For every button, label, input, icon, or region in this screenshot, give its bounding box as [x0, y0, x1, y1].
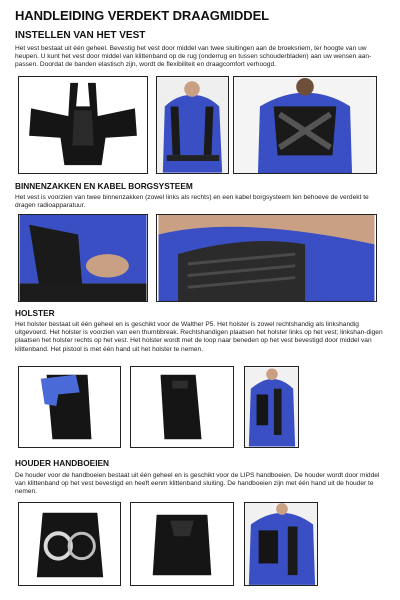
cuff-holder-empty-photo — [130, 502, 234, 586]
holster-worn-image — [245, 367, 298, 447]
inner-pocket-image — [19, 215, 147, 301]
vest-flat-image — [19, 77, 147, 173]
section-heading-pockets: BINNENZAKKEN EN KABEL BORGSYSTEEM — [15, 181, 193, 191]
section-heading-cuffs: HOUDER HANDBOEIEN — [15, 458, 110, 468]
holster-with-pistol-photo — [18, 366, 121, 448]
vest-back-photo — [233, 76, 377, 174]
page-title: HANDLEIDING VERDEKT DRAAGMIDDEL — [15, 8, 270, 23]
holster-empty-image — [131, 367, 233, 447]
cuff-holder-empty-image — [131, 503, 233, 585]
section-text-holster: Het holster bestaat uit één geheel en is geschikt voor de Walther P5. Het holster is zowel rechtshandig als linkshandig uitgevoerd. Het holster is voorzien van een thumbbreak. Rechtshandigen plaatsen het holster links op het vest; linkshan-digen plaatsen het holster rechts op het vest. Het holster wordt met de loop naar beneden op het vest bevestigd door middel van klittenband. Het pistool is met één hand uit het holster te nemen. — [15, 321, 383, 353]
cable-mesh-image — [157, 215, 376, 301]
section-text-vest: Het vest bestaat uit één geheel. Bevestig het vest door middel van twee sluitingen aan de broeksriem, ter hoogte van uw heupen. U kunt het vest door middel van klittenband op de rug (onderrug en tussen schouderbladen) aan uw wensen aan-passen. Doordat de banden elastisch zijn, wordt de flexibiliteit en draagcomfort verhoogd. — [15, 45, 372, 69]
holster-with-pistol-image — [19, 367, 120, 447]
cable-mesh-photo — [156, 214, 377, 302]
section-heading-holster: HOLSTER — [15, 308, 55, 318]
section-text-cuffs: De houder voor de handboeien bestaat uit één geheel en is geschikt voor de LIPS handboeien. De houder wordt door middel van klittenband op het vest bevestigd en heeft eenm klittenband sluiting. De handboeien zijn met één hand uit de houder te nemen. — [15, 472, 380, 496]
section-heading-vest: INSTELLEN VAN HET VEST — [15, 30, 146, 41]
cuff-holder-worn-photo — [244, 502, 318, 586]
inner-pocket-photo — [18, 214, 148, 302]
vest-front-image — [157, 77, 228, 173]
holster-worn-photo — [244, 366, 299, 448]
cuff-holder-with-cuffs-image — [19, 503, 120, 585]
cuff-holder-with-cuffs-photo — [18, 502, 121, 586]
vest-front-photo — [156, 76, 229, 174]
cuff-holder-worn-image — [245, 503, 317, 585]
section-text-pockets: Het vest is voorzien van twee binnenzakken (zowel links als rechts) en een kabel borgsysteem ten behoeve de verdekt te dragen radioapparatuur. — [15, 194, 369, 210]
vest-back-image — [234, 77, 376, 173]
holster-empty-photo — [130, 366, 234, 448]
vest-flat-photo — [18, 76, 148, 174]
